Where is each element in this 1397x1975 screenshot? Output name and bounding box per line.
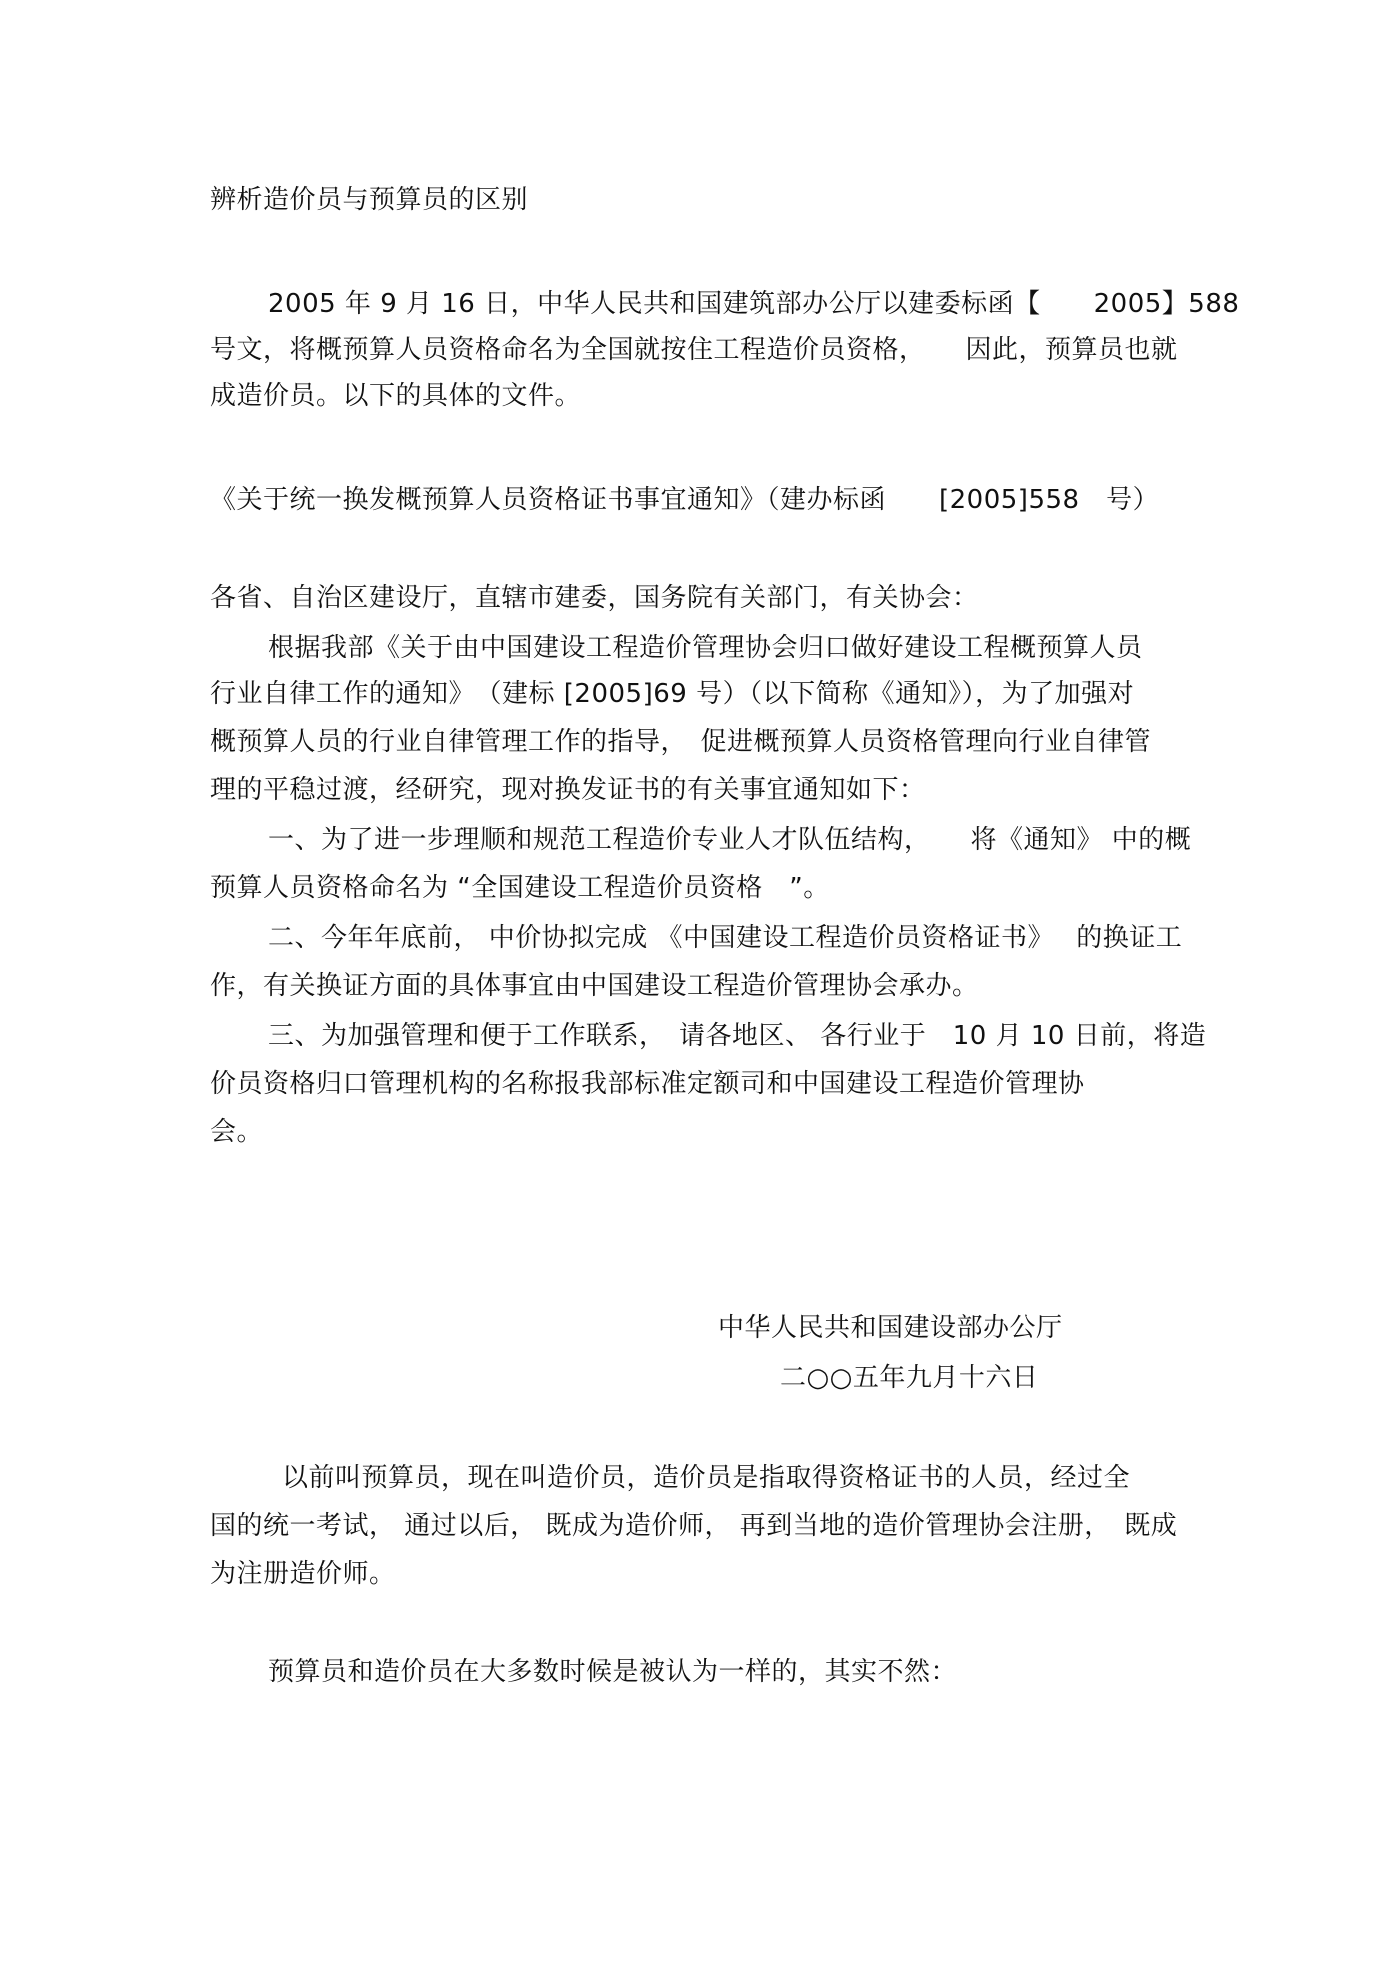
body-line-11: 会。 bbox=[210, 1117, 264, 1147]
conclusion: 预算员和造价员在大多数时候是被认为一样的，其实不然： bbox=[268, 1657, 958, 1687]
body-line-3: 概预算人员的行业自律管理工作的指导， 促进概预算人员资格管理向行业自律管 bbox=[210, 727, 1152, 757]
body-line-6: 预算人员资格命名为 “全国建设工程造价员资格 ”。 bbox=[210, 873, 830, 903]
body-line-10: 价员资格归口管理机构的名称报我部标准定额司和中国建设工程造价管理协 bbox=[210, 1069, 1085, 1099]
body-line-4: 理的平稳过渡，经研究，现对换发证书的有关事宜通知如下： bbox=[210, 775, 926, 805]
body-line-1: 根据我部《关于由中国建设工程造价管理协会归口做好建设工程概预算人员 bbox=[268, 633, 1143, 663]
body-line-2: 行业自律工作的通知》 （建标 [2005]69 号）（以下简称《通知》），为了加强对 bbox=[210, 679, 1135, 709]
explanation-line-2: 国的统一考试， 通过以后， 既成为造价师， 再到当地的造价管理协会注册， 既成 bbox=[210, 1511, 1178, 1541]
body-line-9: 三、为加强管理和便于工作联系， 请各地区、 各行业于 10 月 10 日前，将造 bbox=[268, 1021, 1207, 1051]
explanation-line-1: 以前叫预算员，现在叫造价员，造价员是指取得资格证书的人员，经过全 bbox=[282, 1463, 1131, 1493]
notice-title: 《关于统一换发概预算人员资格证书事宜通知》（建办标函 [2005]558 号） bbox=[210, 485, 1160, 515]
signature-org: 中华人民共和国建设部办公厅 bbox=[718, 1313, 1063, 1343]
intro-line-1: 2005 年 9 月 16 日，中华人民共和国建筑部办公厅以建委标函【 2005】588 bbox=[268, 289, 1240, 319]
intro-line-3: 成造价员。以下的具体的文件。 bbox=[210, 381, 582, 411]
signature-date: 二○○五年九月十六日 bbox=[780, 1363, 1039, 1393]
body-line-5: 一、为了进一步理顺和规范工程造价专业人才队伍结构， 将《通知》 中的概 bbox=[268, 825, 1192, 855]
intro-line-2: 号文，将概预算人员资格命名为全国就按住工程造价员资格， 因此，预算员也就 bbox=[210, 335, 1178, 365]
explanation-line-3: 为注册造价师。 bbox=[210, 1559, 396, 1589]
body-line-7: 二、今年年底前， 中价协拟完成 《中国建设工程造价员资格证书》 的换证工 bbox=[268, 923, 1183, 953]
body-line-8: 作，有关换证方面的具体事宜由中国建设工程造价管理协会承办。 bbox=[210, 971, 979, 1001]
document-title: 辨析造价员与预算员的区别 bbox=[210, 185, 529, 215]
salutation: 各省、自治区建设厅，直辖市建委，国务院有关部门，有关协会： bbox=[210, 583, 979, 613]
